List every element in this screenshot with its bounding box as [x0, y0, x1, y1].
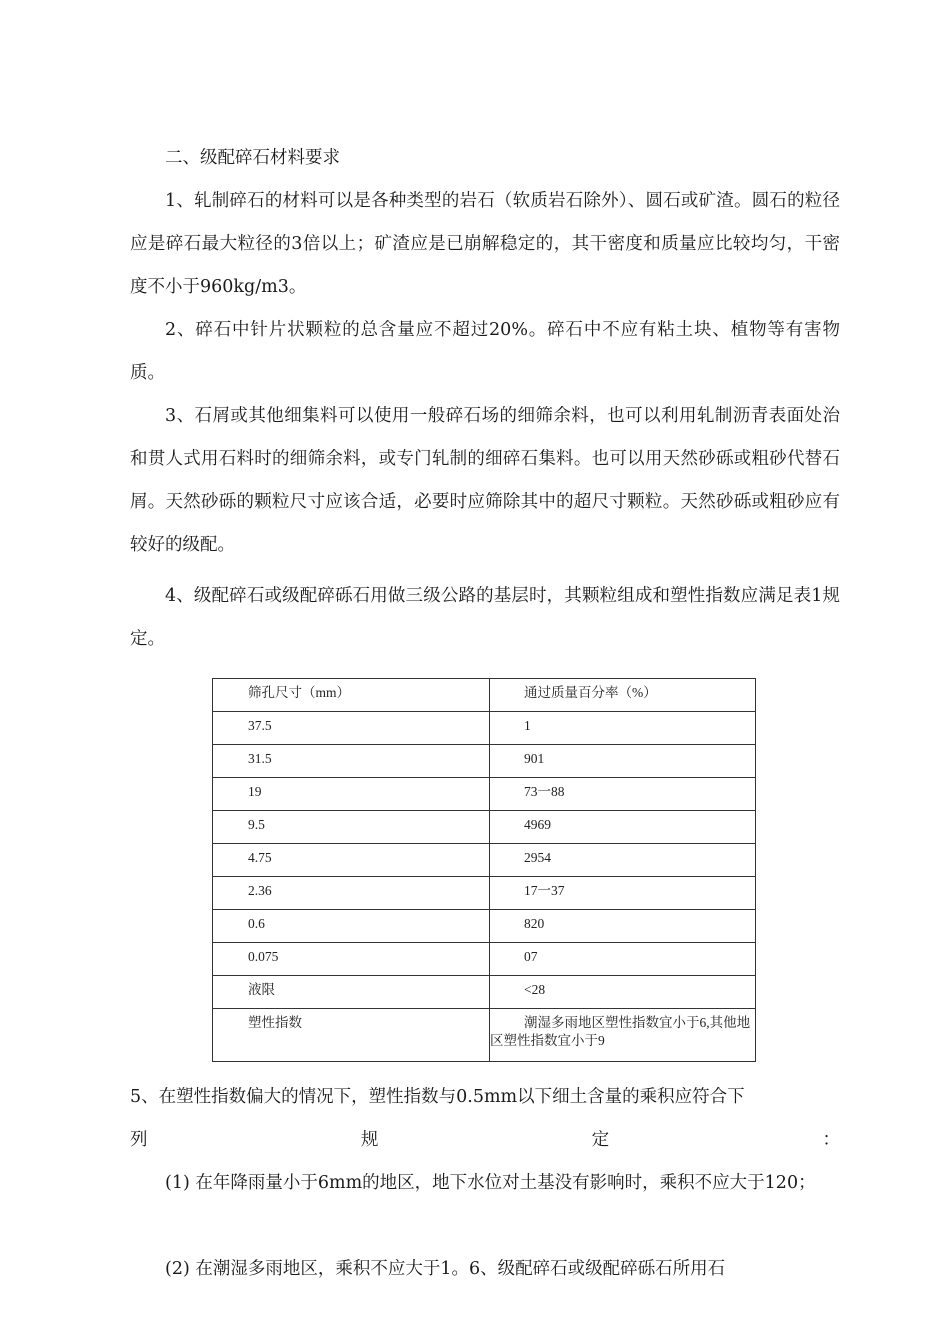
table-cell: 1 — [490, 712, 756, 745]
table-cell: 17一37 — [490, 877, 756, 910]
table-row — [213, 712, 756, 745]
spread-char: ： — [822, 1130, 840, 1150]
table-header-row — [213, 679, 756, 712]
table-cell: 4.75 — [213, 844, 490, 877]
table-cell: 0.075 — [213, 943, 490, 976]
table-cell: 0.6 — [213, 910, 490, 943]
table-cell: <28 — [490, 976, 756, 1009]
table-row — [213, 811, 756, 844]
table-header-cell: 筛孔尺寸（mm） — [213, 679, 490, 712]
paragraph-1: 1、轧制碎石的材料可以是各种类型的岩石（软质岩石除外）、圆石或矿渣。圆石的粒径应是碎石最大粒径的3倍以上；矿渣应是已崩解稳定的，其干密度和质量应比较均匀，干密度不小于960kg/m3。 — [130, 191, 840, 297]
paragraph-5-line-1: 5、在塑性指数偏大的情况下，塑性指数与0.5mm以下细土含量的乘积应符合下 — [130, 1087, 745, 1107]
table-cell: 2.36 — [213, 877, 490, 910]
table-row — [213, 778, 756, 811]
table-cell: 07 — [490, 943, 756, 976]
table-cell: 73一88 — [490, 778, 756, 811]
table-row — [213, 877, 756, 910]
table-cell: 37.5 — [213, 712, 490, 745]
table-row — [213, 745, 756, 778]
table-cell: 2954 — [490, 844, 756, 877]
section-title: 二、级配碎石材料要求 — [165, 148, 340, 168]
table-cell: 31.5 — [213, 745, 490, 778]
spread-char: 列 — [130, 1130, 148, 1150]
paragraph-7: (2) 在潮湿多雨地区，乘积不应大于1。6、级配碎石或级配碎砾石所用石 — [165, 1259, 726, 1279]
spread-char: 规 — [360, 1130, 379, 1150]
table-cell: 4969 — [490, 811, 756, 844]
table-cell: 液限 — [213, 976, 490, 1009]
table-row — [213, 844, 756, 877]
table-header-cell: 通过质量百分率（%） — [490, 679, 756, 712]
table-cell: 901 — [490, 745, 756, 778]
table-cell: 9.5 — [213, 811, 490, 844]
table-row — [213, 910, 756, 943]
table-cell: 塑性指数 — [213, 1009, 490, 1062]
spread-char: 定 — [591, 1130, 610, 1150]
paragraph-4: 4、级配碎石或级配碎砾石用做三级公路的基层时，其颗粒组成和塑性指数应满足表1规定。 — [130, 586, 840, 649]
paragraph-6: (1) 在年降雨量小于6mm的地区，地下水位对土基没有影响时，乘积不应大于120； — [165, 1173, 816, 1193]
table-cell: 19 — [213, 778, 490, 811]
paragraph-3: 3、石屑或其他细集料可以使用一般碎石场的细筛余料，也可以利用轧制沥青表面处治和贯人式用石料时的细筛余料，或专门轧制的细碎石集料。也可以用天然砂砾或粗砂代替石屑。天然砂砾的颗粒尺寸应该合适，必要时应筛除其中的超尺寸颗粒。天然砂砾或粗砂应有较好的级配。 — [130, 406, 840, 555]
paragraph-2: 2、碎石中针片状颗粒的总含量应不超过20%。碎石中不应有粘土块、植物等有害物质。 — [130, 320, 840, 383]
table-cell: 潮湿多雨地区塑性指数宜小于6,其他地区塑性指数宜小于9 — [490, 1009, 756, 1062]
table-row — [213, 1009, 756, 1062]
table-row — [213, 976, 756, 1009]
table-cell: 820 — [490, 910, 756, 943]
gradation-table — [212, 678, 756, 1062]
table-row — [213, 943, 756, 976]
paragraph-5-line-2 — [130, 1119, 840, 1162]
